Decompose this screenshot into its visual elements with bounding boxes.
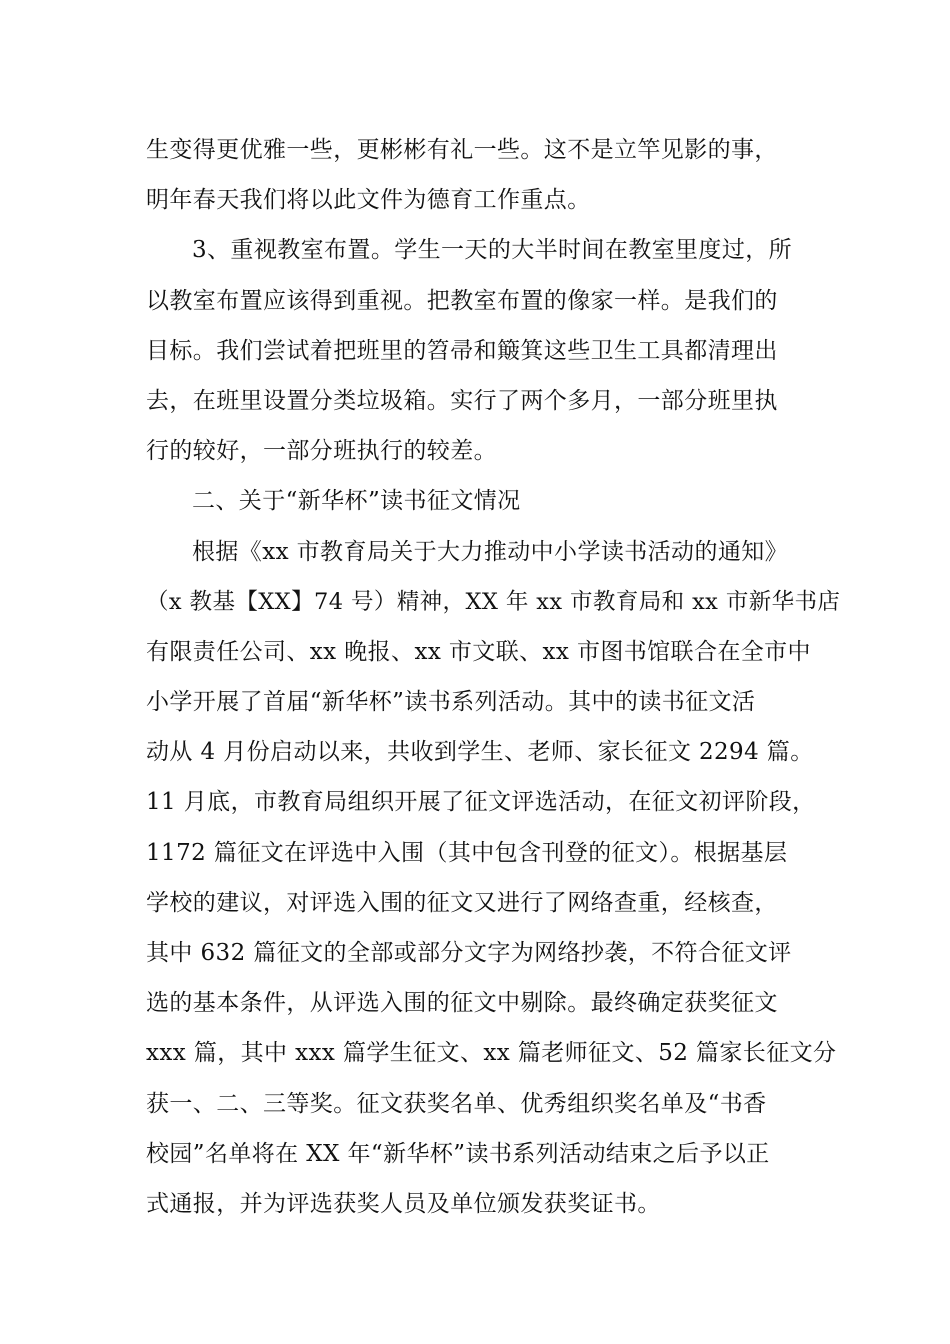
section-heading: 二、关于“新华杯”读书征文情况: [192, 488, 521, 515]
text-line: 选的基本条件，从评选入围的征文中剔除。最终确定获奖征文: [146, 990, 778, 1017]
text-line: 11 月底，市教育局组织开展了征文评选活动，在征文初评阶段，: [146, 789, 816, 816]
paragraph-start-line: 根据《xx 市教育局关于大力推动中小学读书活动的通知》: [192, 538, 789, 565]
text-line: 小学开展了首届“新华杯”读书系列活动。其中的读书征文活: [146, 689, 756, 716]
text-line: xxx 篇，其中 xxx 篇学生征文、xx 篇老师征文、52 篇家长征文分: [146, 1040, 837, 1067]
text-line: 去，在班里设置分类垃圾箱。实行了两个多月，一部分班里执: [146, 387, 778, 414]
text-line: 动从 4 月份启动以来，共收到学生、老师、家长征文 2294 篇。: [146, 739, 814, 766]
text-line: 生变得更优雅一些，更彬彬有礼一些。这不是立竿见影的事，: [146, 137, 778, 163]
text-line: 学校的建议，对评选入围的征文又进行了网络查重，经核查，: [146, 889, 778, 916]
text-line: 获一、二、三等奖。征文获奖名单、优秀组织奖名单及“书香: [146, 1090, 767, 1117]
text-line: 行的较好，一部分班执行的较差。: [146, 438, 497, 465]
paragraph-start-line: 3、重视教室布置。学生一天的大半时间在教室里度过，所: [192, 237, 793, 264]
text-line: 目标。我们尝试着把班里的笤帚和簸箕这些卫生工具都清理出: [146, 337, 778, 364]
text-line: 其中 632 篇征文的全部或部分文字为网络抄袭，不符合征文评: [146, 940, 792, 966]
text-line: 有限责任公司、xx 晚报、xx 市文联、xx 市图书馆联合在全市中: [146, 638, 811, 665]
text-line: （x 教基【XX】74 号）精神，XX 年 xx 市教育局和 xx 市新华书店: [146, 588, 841, 615]
text-line: 以教室布置应该得到重视。把教室布置的像家一样。是我们的: [146, 287, 778, 314]
body-text: [146, 125, 846, 1229]
text-line: 式通报，并为评选获奖人员及单位颁发获奖证书。: [146, 1190, 661, 1217]
text-line: 明年春天我们将以此文件为德育工作重点。: [146, 187, 591, 214]
text-line: 1172 篇征文在评选中入围（其中包含刊登的征文）。根据基层: [146, 839, 788, 866]
text-line: 校园”名单将在 XX 年“新华杯”读书系列活动结束之后予以正: [146, 1140, 770, 1167]
